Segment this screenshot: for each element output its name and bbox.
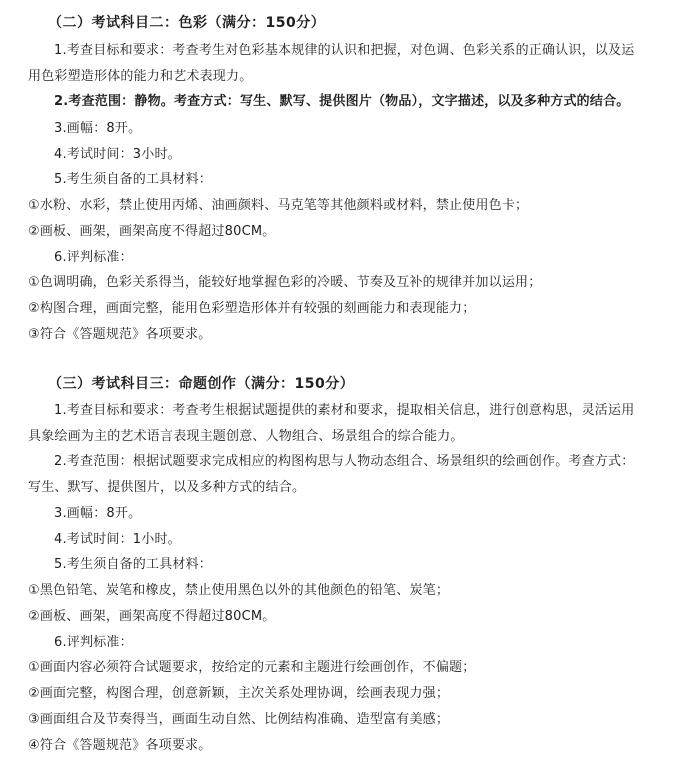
s2-tools-title: 5.考生须自备的工具材料： [54,172,213,187]
s3-goal-line1: 1.考查目标和要求：考查考生根据试题提供的素材和要求，提取相关信息，进行创意构思，灵活运用 [54,403,635,418]
s3-criteria-title: 6.评判标准： [54,635,133,650]
s3-criteria-item: ③画面组合及节奏得当，画面生动自然、比例结构准确、造型富有美感； [28,712,450,727]
s2-format: 3.画幅：8开。 [54,121,142,136]
s2-goal-line2: 用色彩塑造形体的能力和艺术表现力。 [28,69,253,84]
s3-duration: 4.考试时间：1小时。 [54,532,181,547]
s2-tool-item: ①水粉、水彩，禁止使用丙烯、油画颜料、马克笔等其他颜料或材料，禁止使用色卡； [28,198,529,213]
s3-scope-line2: 写生、默写、提供图片，以及多种方式的结合。 [28,480,306,495]
s3-tools-title: 5.考生须自备的工具材料： [54,557,213,572]
s3-criteria-item: ①画面内容必须符合试题要求，按给定的元素和主题进行绘画创作，不偏题； [28,660,476,675]
s3-tool-item: ①黑色铅笔、炭笔和橡皮，禁止使用黑色以外的其他颜色的铅笔、炭笔； [28,583,450,598]
s3-goal-line2: 具象绘画为主的艺术语言表现主题创意、人物组合、场景组合的综合能力。 [28,429,464,444]
s2-criteria-title: 6.评判标准： [54,250,133,265]
s3-criteria-item: ②画面完整，构图合理，创意新颖，主次关系处理协调，绘画表现力强； [28,686,450,701]
section3-heading: （三）考试科目三：命题创作（满分：150分） [48,376,355,392]
s2-criteria-item: ②构图合理，画面完整，能用色彩塑造形体并有较强的刻画能力和表现能力； [28,301,476,316]
s2-goal-line1: 1.考查目标和要求：考查考生对色彩基本规律的认识和把握，对色调、色彩关系的正确认识，以及运 [54,43,635,58]
s2-duration: 4.考试时间：3小时。 [54,147,181,162]
section2-heading: （二）考试科目二：色彩（满分：150分） [48,15,326,31]
s3-scope-line1: 2.考查范围：根据试题要求完成相应的构图构思与人物动态组合、场景组织的绘画创作。考查方式： [54,454,635,469]
s2-criteria-item: ③符合《答题规范》各项要求。 [28,327,212,342]
s2-tool-item: ②画板、画架，画架高度不得超过80CM。 [28,224,276,239]
s2-scope: 2.考查范围：静物。考查方式：写生、默写、提供图片（物品），文字描述，以及多种方式的结合。 [54,94,630,109]
s3-tool-item: ②画板、画架，画架高度不得超过80CM。 [28,609,276,624]
s3-criteria-item: ④符合《答题规范》各项要求。 [28,738,212,753]
s3-format: 3.画幅：8开。 [54,506,142,521]
s2-criteria-item: ①色调明确，色彩关系得当，能较好地掌握色彩的冷暖、节奏及互补的规律并加以运用； [28,275,542,290]
